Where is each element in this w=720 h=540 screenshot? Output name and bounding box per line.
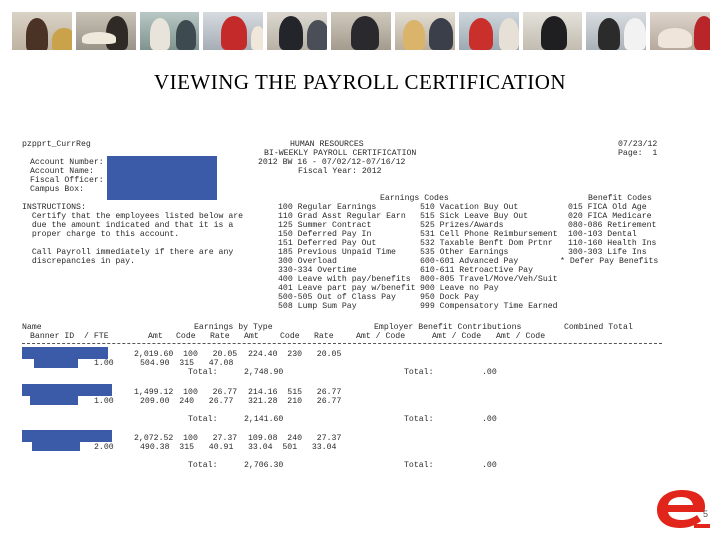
header-divider — [22, 343, 662, 344]
benefit-total-label: Total: — [404, 368, 434, 377]
employee-total-value: 2,141.60 — [244, 415, 284, 424]
account-number-label: Account Number: — [30, 158, 104, 167]
earnings-code: 401 Leave part pay w/benefit — [278, 284, 416, 293]
earnings-code: 900 Leave no Pay — [420, 284, 499, 293]
earnings-code: 100 Regular Earnings — [278, 203, 377, 212]
page-number: 5 — [703, 509, 709, 519]
lab-photo — [140, 12, 200, 50]
earnings-line: 2,072.52 100 27.37 — [134, 434, 238, 443]
col-header-amt-code: Amt / Code — [432, 332, 482, 341]
fiscal-officer-label: Fiscal Officer: — [30, 176, 104, 185]
photo-strip — [12, 12, 710, 50]
instructions-line-3: proper charge to this account. — [22, 230, 180, 239]
graduation-photo — [586, 12, 646, 50]
account-info-redaction — [107, 156, 217, 200]
slide-title: VIEWING THE PAYROLL CERTIFICATION — [153, 70, 567, 94]
payroll-certification-report — [22, 140, 662, 476]
earnings-code: 150 Deferred Pay In — [278, 230, 372, 239]
col-header-banner-id: Banner ID / FTE — [30, 332, 109, 341]
earnings-line: 2,019.60 100 20.05 — [134, 350, 238, 359]
suited-staff-photo — [267, 12, 327, 50]
medical-photo — [203, 12, 263, 50]
earnings-code: 400 Leave with pay/benefits — [278, 275, 411, 284]
benefit-total-label: Total: — [404, 415, 434, 424]
pay-period: 2012 BW 16 - 07/02/12-07/16/12 — [258, 158, 406, 167]
benefit-line: 224.40 230 20.05 — [248, 350, 342, 359]
col-header-earnings-by-type: Earnings by Type — [194, 323, 273, 332]
earnings-code: 508 Lump Sum Pay — [278, 302, 357, 311]
earnings-code: 125 Summer Contract — [278, 221, 372, 230]
employee-name-redaction — [22, 384, 112, 396]
fiscal-year: Fiscal Year: 2012 — [298, 167, 382, 176]
employee-fte: 1.00 — [94, 359, 114, 368]
benefit-code: 020 FICA Medicare — [568, 212, 652, 221]
benefit-line: 214.16 515 26.77 — [248, 388, 342, 397]
earnings-codes-header: Earnings Codes — [380, 194, 449, 203]
graduate-photo — [523, 12, 583, 50]
benefit-codes-header: Benefit Codes — [588, 194, 652, 203]
earnings-code: 110 Grad Asst Regular Earn — [278, 212, 406, 221]
org-name: HUMAN RESOURCES — [290, 140, 364, 149]
program-id: pzpprt_CurrReg — [22, 140, 91, 149]
instructions-line-2: due the amount indicated and that it is a — [22, 221, 234, 230]
earnings-code: 532 Taxable Benft Dom Prtnr — [420, 239, 553, 248]
benefit-line: 109.08 240 27.37 — [248, 434, 342, 443]
earnings-code: 300 Overload — [278, 257, 337, 266]
employee-fte: 2.00 — [94, 443, 114, 452]
page-number-label: Page: 1 — [618, 149, 658, 158]
col-header-code: Code — [176, 332, 196, 341]
benefit-total-label: Total: — [404, 461, 434, 470]
earnings-line: 209.00 240 26.77 — [140, 397, 234, 406]
classroom-photo — [76, 12, 136, 50]
employee-total-label: Total: — [188, 368, 218, 377]
instructions-line-1: Certify that the employees listed below are — [22, 212, 244, 221]
benefit-total-value: .00 — [482, 368, 497, 377]
benefit-code: 110-160 Health Ins — [568, 239, 657, 248]
benefit-code: 300-303 Life Ins — [568, 248, 647, 257]
employee-total-value: 2,706.30 — [244, 461, 284, 470]
university-e-logo — [654, 486, 710, 530]
employee-name-redaction — [22, 430, 112, 442]
earnings-line: 504.90 315 47.08 — [140, 359, 234, 368]
instructions-line-6: discrepancies in pay. — [22, 257, 136, 266]
student-photo — [12, 12, 72, 50]
col-header-amt-code: Amt / Code — [356, 332, 406, 341]
earnings-code: 515 Sick Leave Buy Out — [420, 212, 529, 221]
earnings-code: 610-611 Retroactive Pay — [420, 266, 534, 275]
earnings-code: 500-505 Out of Class Pay — [278, 293, 396, 302]
earnings-code: 151 Deferred Pay Out — [278, 239, 377, 248]
col-header-amt: Amt — [148, 332, 163, 341]
benefit-code: * Defer Pay Benefits — [560, 257, 659, 266]
benefit-line: 33.04 501 33.04 — [248, 443, 337, 452]
benefit-total-value: .00 — [482, 461, 497, 470]
col-header-rate: Rate — [210, 332, 230, 341]
employee-id-redaction — [30, 396, 78, 405]
employee-name-redaction — [22, 347, 108, 359]
earnings-code: 600-601 Advanced Pay — [420, 257, 519, 266]
earnings-code: 535 Other Earnings — [420, 248, 509, 257]
col-header-amt: Amt — [244, 332, 259, 341]
earnings-code: 330-334 Overtime — [278, 266, 357, 275]
professor-photo — [331, 12, 391, 50]
col-header-employer-benefit: Employer Benefit Contributions — [374, 323, 522, 332]
nurse-photo — [459, 12, 519, 50]
benefit-code: 080-086 Retirement — [568, 221, 657, 230]
earnings-code: 531 Cell Phone Reimbursement — [420, 230, 558, 239]
employee-total-label: Total: — [188, 461, 218, 470]
instructions-line-5: Call Payroll immediately if there are any — [22, 248, 234, 257]
patient-care-photo — [650, 12, 710, 50]
employee-id-redaction — [34, 359, 78, 368]
earnings-code: 525 Prizes/Awards — [420, 221, 504, 230]
benefit-total-value: .00 — [482, 415, 497, 424]
employee-id-redaction — [32, 442, 80, 451]
meeting-photo — [395, 12, 455, 50]
benefit-code: 100-103 Dental — [568, 230, 637, 239]
campus-box-label: Campus Box: — [30, 185, 85, 194]
report-date: 07/23/12 — [618, 140, 658, 149]
account-name-label: Account Name: — [30, 167, 94, 176]
earnings-code: 185 Previous Unpaid Time — [278, 248, 396, 257]
earnings-line: 490.38 315 40.91 — [140, 443, 234, 452]
report-title: BI-WEEKLY PAYROLL CERTIFICATION — [264, 149, 417, 158]
col-header-rate: Rate — [314, 332, 334, 341]
earnings-code: 950 Dock Pay — [420, 293, 479, 302]
col-header-name: Name — [22, 323, 42, 332]
employee-total-label: Total: — [188, 415, 218, 424]
col-header-amt-code: Amt / Code — [496, 332, 546, 341]
employee-total-value: 2,748.90 — [244, 368, 284, 377]
earnings-code: 999 Compensatory Time Earned — [420, 302, 558, 311]
instructions-line-0: INSTRUCTIONS: — [22, 203, 86, 212]
earnings-code: 800-805 Travel/Move/Veh/Suit — [420, 275, 558, 284]
benefit-line: 321.28 210 26.77 — [248, 397, 342, 406]
employee-fte: 1.00 — [94, 397, 114, 406]
col-header-combined-total: Combined Total — [564, 323, 633, 332]
earnings-line: 1,499.12 100 26.77 — [134, 388, 238, 397]
col-header-code: Code — [280, 332, 300, 341]
earnings-code: 510 Vacation Buy Out — [420, 203, 519, 212]
benefit-code: 015 FICA Old Age — [568, 203, 647, 212]
